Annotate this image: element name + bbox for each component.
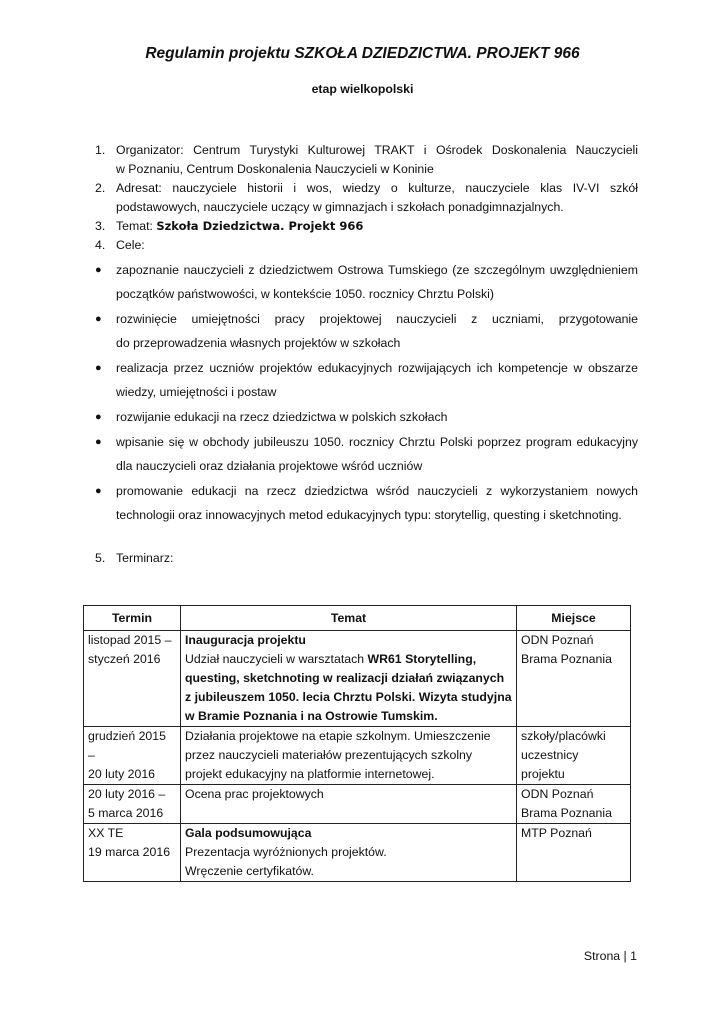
item-number: 2. <box>95 181 106 195</box>
goal-item <box>95 430 638 478</box>
item-number: 1. <box>95 143 106 157</box>
topic-text: przez nauczycieli materiałów prezentujących szkolny <box>185 748 473 762</box>
goals-label: Cele: <box>116 238 145 252</box>
place-line: ODN Poznań <box>521 633 594 647</box>
goal-item <box>95 479 638 527</box>
cell-topic <box>181 727 517 785</box>
goal-item <box>95 258 638 306</box>
header-term: Termin <box>84 606 181 631</box>
cell-topic <box>181 785 517 824</box>
cell-term <box>84 785 181 824</box>
item-goals <box>95 236 638 255</box>
item-theme <box>95 217 638 236</box>
header-topic: Temat <box>181 606 517 631</box>
topic-text: Wręczenie certyfikatów. <box>185 864 314 878</box>
place-line: ODN Poznań <box>521 787 594 801</box>
topic-bold: WR61 Storytelling, <box>367 652 477 666</box>
cell-place <box>517 631 631 727</box>
item-number: 3. <box>95 219 106 233</box>
term-line: 20 luty 2016 – <box>88 787 166 801</box>
place-line: MTP Poznań <box>521 826 592 840</box>
table-row <box>84 727 631 785</box>
topic-title: Gala podsumowująca <box>185 826 312 840</box>
goal-line-1: zapoznanie nauczycieli z dziedzictwem Ostrowa Tumskiego (ze szczególnym uwzględnieniem <box>116 263 638 277</box>
place-line: projektu <box>521 767 565 781</box>
topic-title: Inauguracja projektu <box>185 633 306 647</box>
place-line: Brama Poznania <box>521 806 612 820</box>
document-title: Regulamin projektu SZKOŁA DZIEDZICTWA. PROJEKT 966 <box>145 45 580 62</box>
item-schedule <box>95 549 638 568</box>
document-body <box>95 141 638 568</box>
topic-bold: z jubileuszem 1050. lecia Chrztu Polski. Wizyta studyjna <box>185 690 512 704</box>
topic-bold: questing, sketchnoting w realizacji działań związanych <box>185 671 505 685</box>
organizer-line-1: Organizator: Centrum Turystyki Kulturowej TRAKT i Ośrodek Doskonalenia Nauczycieli <box>116 143 638 157</box>
item-number: 4. <box>95 238 106 252</box>
item-number: 5. <box>95 551 106 565</box>
organizer-line-2: w Poznaniu, Centrum Doskonalenia Nauczycieli w Koninie <box>116 162 434 176</box>
place-line: szkoły/placówki <box>521 729 606 743</box>
header-place: Miejsce <box>517 606 631 631</box>
term-line: 5 marca 2016 <box>88 806 164 820</box>
cell-place <box>517 785 631 824</box>
term-line: listopad 2015 – <box>88 633 172 647</box>
topic-text: Udział nauczycieli w warsztatach <box>185 652 368 666</box>
goal-line-1: wpisanie się w obchody jubileuszu 1050. rocznicy Chrztu Polski poprzez program edukacyjny <box>116 435 638 449</box>
goal-line-1: rozwijanie edukacji na rzecz dziedzictwa w polskich szkołach <box>116 410 448 424</box>
bullet-icon: ● <box>95 485 102 497</box>
goal-line-1: promowanie edukacji na rzecz dziedzictwa wśród nauczycieli z wykorzystaniem nowych <box>116 484 638 498</box>
item-organizer <box>95 141 638 179</box>
term-line: 20 luty 2016 <box>88 767 156 781</box>
cell-term <box>84 727 181 785</box>
topic-text: Prezentacja wyróżnionych projektów. <box>185 845 387 859</box>
goal-line-2: wiedzy, umiejętności i postaw <box>116 385 277 399</box>
topic-text: Działania projektowe na etapie szkolnym. Umieszczenie <box>185 729 491 743</box>
term-line: XX TE <box>88 826 124 840</box>
topic-bold: w Bramie Poznania i na Ostrowie Tumskim. <box>185 709 438 723</box>
goal-item <box>95 356 638 404</box>
goal-line-2: dla nauczycieli oraz działania projektowe wśród uczniów <box>116 459 423 473</box>
schedule-table <box>83 605 631 882</box>
place-line: Brama Poznania <box>521 652 612 666</box>
document-subtitle: etap wielkopolski <box>311 82 414 96</box>
bullet-icon: ● <box>95 313 102 325</box>
bullet-icon: ● <box>95 436 102 448</box>
bullet-icon: ● <box>95 362 102 374</box>
goal-line-2: technologii oraz innowacyjnych metod edukacyjnych typu: storytellig, questing i sketchnoting. <box>116 508 622 522</box>
page-number: Strona | 1 <box>583 949 637 963</box>
table-row <box>84 785 631 824</box>
topic-text: Ocena prac projektowych <box>185 787 324 801</box>
term-line: grudzień 2015 – <box>88 729 166 762</box>
cell-topic <box>181 824 517 882</box>
goal-line-1: rozwinięcie umiejętności pracy projektowej nauczycieli z uczniami, przygotowanie <box>116 312 638 326</box>
topic-text: projekt edukacyjny na platformie internetowej. <box>185 767 435 781</box>
table-row <box>84 631 631 727</box>
cell-topic <box>181 631 517 727</box>
goal-line-1: realizacja przez uczniów projektów edukacyjnych rozwijających ich kompetencje w obszarze <box>116 361 638 375</box>
theme-value: Szkoła Dziedzictwa. Projekt 966 <box>156 219 364 233</box>
cell-place <box>517 824 631 882</box>
bullet-icon: ● <box>95 264 102 276</box>
cell-term <box>84 824 181 882</box>
place-line: uczestnicy <box>521 748 579 762</box>
term-line: 19 marca 2016 <box>88 845 171 859</box>
schedule-label: Terminarz: <box>116 551 174 565</box>
item-addressee <box>95 179 638 217</box>
table-row <box>84 824 631 882</box>
table-header-row <box>84 606 631 631</box>
theme-label: Temat: <box>116 219 157 233</box>
goal-item <box>95 405 638 429</box>
goals-list <box>95 258 638 527</box>
term-line: styczeń 2016 <box>88 652 161 666</box>
goal-line-2: do przeprowadzenia własnych projektów w szkołach <box>116 336 401 350</box>
goal-item <box>95 307 638 355</box>
goal-line-2: początków państwowości, w kontekście 1050. rocznicy Chrztu Polski) <box>116 287 494 301</box>
cell-place <box>517 727 631 785</box>
bullet-icon: ● <box>95 411 102 423</box>
addressee-line-1: Adresat: nauczyciele historii i wos, wiedzy o kulturze, nauczyciele klas IV-VI szkół <box>116 181 638 195</box>
cell-term <box>84 631 181 727</box>
addressee-line-2: podstawowych, nauczyciele uczący w gimnazjach i szkołach ponadgimnazjalnych. <box>116 200 564 214</box>
